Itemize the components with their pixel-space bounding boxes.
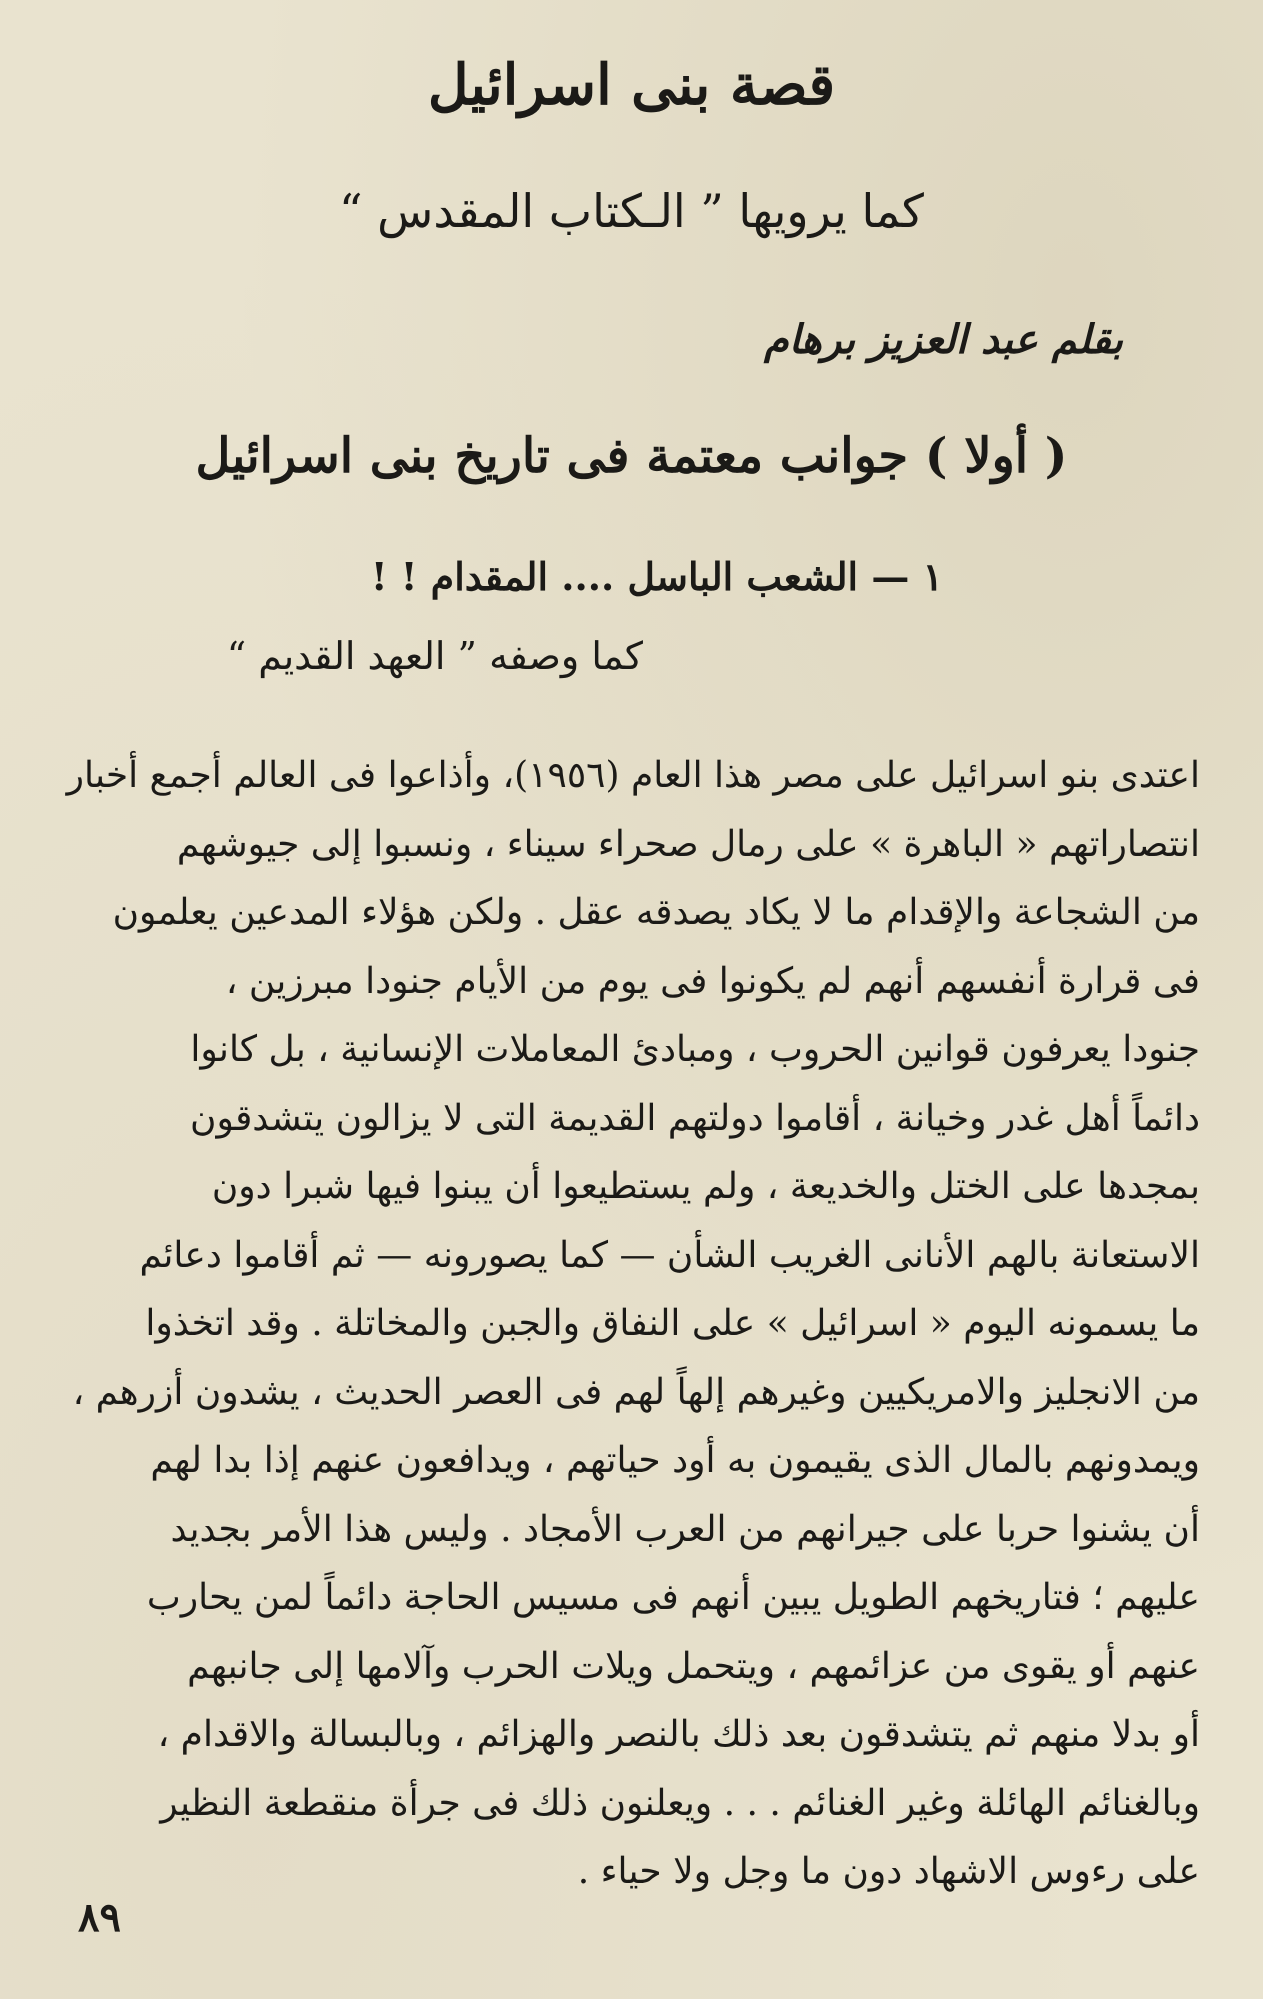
body-line: عليهم ؛ فتاريخهم الطويل يبين أنهم فى مسيس الحاجة دائماً لمن يحارب [146,1577,1200,1618]
body-line: جنودا يعرفون قوانين الحروب ، ومبادئ المعاملات الإنسانية ، بل كانوا [190,1029,1200,1070]
sub-section-heading: ١ — الشعب الباسل .... المقدام ! ! [370,554,943,599]
body-line: أو بدلا منهم ثم يتشدقون بعد ذلك بالنصر والهزائم ، وبالبسالة والاقدام ، [157,1714,1200,1755]
body-line: عنهم أو يقوى من عزائمهم ، ويتحمل ويلات الحرب وآلامها إلى جانبهم [187,1645,1200,1687]
body-line: من الشجاعة والإقدام ما لا يكاد يصدقه عقل . ولكن هؤلاء المدعين يعلمون [112,892,1200,933]
body-line: من الانجليز والامريكيين وغيرهم إلهاً لهم فى العصر الحديث ، يشدون أزرهم ، [72,1371,1200,1413]
section-heading: ( أولا ) جوانب معتمة فى تاريخ بنى اسرائيل [195,428,1068,484]
chapter-subtitle: كما يرويها ” الـكتاب المقدس “ [339,184,924,238]
body-line: الاستعانة بالهم الأنانى الغريب الشأن — كما يصورونه — ثم أقاموا دعائم [139,1234,1200,1276]
chapter-title: قصة بنى اسرائيل [427,52,836,118]
page-number: ٨٩ [78,1894,121,1941]
body-line: انتصاراتهم « الباهرة » على رمال صحراء سيناء ، ونسبوا إلى جيوشهم [176,823,1200,865]
body-line: وبالغنائم الهائلة وغير الغنائم . . . ويعلنون ذلك فى جرأة منقطعة النظير [160,1782,1200,1824]
body-paragraph [66,742,1200,1907]
body-line: ما يسمونه اليوم « اسرائيل » على النفاق والجبن والمخاتلة . وقد اتخذوا [145,1303,1200,1344]
body-line: دائماً أهل غدر وخيانة ، أقاموا دولتهم القديمة التى لا يزالون يتشدقون [190,1097,1200,1139]
body-line: فى قرارة أنفسهم أنهم لم يكونوا فى يوم من الأيام جنودا مبرزين ، [225,960,1200,1002]
body-line: بمجدها على الختل والخديعة ، ولم يستطيعوا أن يبنوا فيها شبرا دون [211,1166,1200,1207]
author-byline: بقلم عبد العزيز برهام [763,316,1123,363]
body-line: ويمدونهم بالمال الذى يقيمون به أود حياتهم ، ويدافعون عنهم إذا بدا لهم [150,1440,1200,1481]
body-line: اعتدى بنو اسرائيل على مصر هذا العام (١٩٥٦)، وأذاعوا فى العالم أجمع أخبار [66,755,1200,796]
sub-section-caption: كما وصفه ” العهد القديم “ [226,634,643,678]
body-line: أن يشنوا حربا على جيرانهم من العرب الأمجاد . وليس هذا الأمر بجديد [170,1508,1200,1550]
body-line: على رءوس الاشهاد دون ما وجل ولا حياء . [577,1851,1200,1892]
